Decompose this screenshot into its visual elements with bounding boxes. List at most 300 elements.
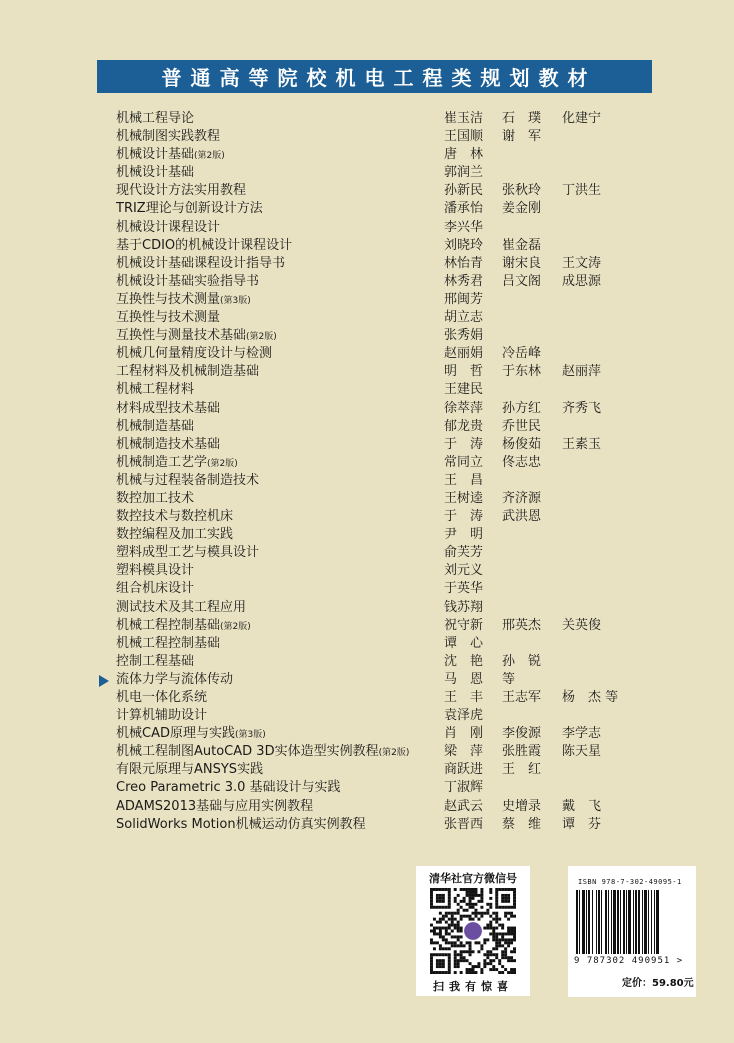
book-title-text: 计算机辅助设计	[116, 708, 208, 724]
qr-module	[474, 909, 477, 912]
book-row	[116, 599, 636, 617]
book-author: 钱苏翔	[444, 599, 484, 615]
qr-module	[474, 894, 477, 897]
qr-module	[495, 912, 498, 915]
book-row	[116, 490, 636, 508]
qr-module	[469, 894, 472, 897]
qr-module	[501, 944, 504, 947]
qr-module	[442, 947, 445, 950]
qr-module	[489, 915, 492, 918]
book-author: 谭 芬	[562, 816, 602, 832]
book-title	[116, 418, 194, 436]
book-row	[116, 128, 636, 146]
qr-module	[480, 906, 483, 909]
qr-module	[489, 950, 492, 953]
qr-module	[448, 932, 451, 935]
qr-module	[504, 947, 507, 950]
qr-module	[501, 956, 504, 959]
book-row	[116, 743, 636, 761]
qr-module	[483, 959, 486, 962]
qr-module	[504, 888, 507, 891]
barcode-bar	[633, 890, 634, 954]
qr-module	[463, 956, 466, 959]
book-title	[116, 309, 220, 327]
qr-module	[498, 924, 501, 927]
book-title	[116, 273, 259, 291]
qr-module	[513, 906, 516, 909]
qr-module	[460, 944, 463, 947]
qr-module	[489, 968, 492, 971]
qr-module	[469, 950, 472, 953]
qr-module	[448, 891, 451, 894]
book-author: 胡立志	[444, 310, 484, 326]
qr-module	[510, 930, 513, 933]
book-author: 马 恩	[444, 671, 484, 687]
book-author: 谢宋良	[502, 255, 542, 271]
qr-module	[445, 938, 448, 941]
qr-module	[460, 888, 463, 891]
book-list	[116, 110, 636, 834]
book-author: 祝守新	[444, 617, 484, 633]
qr-module	[510, 956, 513, 959]
qr-module	[445, 932, 448, 935]
qr-module	[469, 971, 472, 974]
qr-module	[472, 894, 475, 897]
book-author: 佟志忠	[502, 454, 542, 470]
qr-module	[498, 944, 501, 947]
book-title	[116, 653, 194, 671]
qr-module	[439, 930, 442, 933]
qr-module	[501, 953, 504, 956]
qr-module	[504, 894, 507, 897]
qr-module	[454, 900, 457, 903]
qr-module	[495, 938, 498, 941]
qr-module	[498, 962, 501, 965]
qr-module	[442, 900, 445, 903]
qr-caption: 扫我有惊喜	[433, 980, 513, 993]
qr-module	[466, 909, 469, 912]
qr-module	[513, 888, 516, 891]
qr-module	[492, 938, 495, 941]
qr-module	[480, 944, 483, 947]
qr-module	[463, 900, 466, 903]
qr-module	[454, 918, 457, 921]
qr-module	[436, 962, 439, 965]
qr-module	[433, 932, 436, 935]
qr-module	[504, 932, 507, 935]
qr-module	[507, 956, 510, 959]
qr-module	[469, 888, 472, 891]
qr-module	[492, 947, 495, 950]
book-title-text: 机械设计基础课程设计指导书	[116, 255, 286, 271]
qr-module	[469, 918, 472, 921]
qr-module	[472, 918, 475, 921]
qr-module	[483, 941, 486, 944]
book-title-text: 流体力学与流体传动	[116, 671, 234, 687]
book-author: 于 涛	[444, 436, 484, 452]
book-author: 于东林	[502, 364, 542, 380]
qr-module	[454, 944, 457, 947]
qr-module	[442, 965, 445, 968]
qr-module	[510, 938, 513, 941]
qr-module	[474, 903, 477, 906]
qr-module	[451, 915, 454, 918]
qr-module	[495, 888, 498, 891]
book-title	[116, 617, 251, 636]
qr-module	[492, 959, 495, 962]
qr-module	[498, 938, 501, 941]
qr-module	[457, 927, 460, 930]
book-title-text: 有限元原理与ANSYS实践	[116, 762, 264, 778]
qr-module	[480, 912, 483, 915]
book-author: 丁淑辉	[444, 780, 484, 796]
qr-module	[451, 941, 454, 944]
book-title	[116, 635, 220, 653]
qr-module	[483, 953, 486, 956]
qr-module	[477, 950, 480, 953]
qr-module	[513, 930, 516, 933]
book-title	[116, 689, 207, 707]
qr-module	[489, 897, 492, 900]
book-row	[116, 146, 636, 164]
book-title-text: 机械设计基础实验指导书	[116, 273, 260, 289]
book-row	[116, 436, 636, 454]
qr-module	[495, 894, 498, 897]
qr-module	[457, 962, 460, 965]
qr-module	[457, 938, 460, 941]
qr-module	[513, 947, 516, 950]
qr-module	[469, 900, 472, 903]
qr-module	[439, 947, 442, 950]
book-author: 孙 锐	[502, 653, 542, 669]
qr-module	[486, 956, 489, 959]
qr-module	[439, 918, 442, 921]
qr-module	[448, 888, 451, 891]
qr-module	[430, 897, 433, 900]
book-author: 王 丰	[444, 690, 484, 705]
book-author: 潘承怡	[444, 201, 484, 217]
qr-module	[463, 909, 466, 912]
qr-module	[495, 935, 498, 938]
qr-module	[513, 891, 516, 894]
qr-module	[460, 941, 463, 944]
qr-module	[480, 947, 483, 950]
qr-module	[430, 968, 433, 971]
qr-module	[442, 959, 445, 962]
qr-module	[439, 932, 442, 935]
barcode-bar	[592, 890, 593, 954]
qr-module	[501, 965, 504, 968]
qr-module	[504, 900, 507, 903]
book-title-text: 数控编程及加工实践	[116, 527, 234, 543]
qr-module	[504, 953, 507, 956]
book-author: 沈 艳	[444, 653, 484, 669]
qr-module	[439, 894, 442, 897]
qr-module	[466, 915, 469, 918]
qr-module	[472, 903, 475, 906]
qr-module	[457, 921, 460, 924]
qr-module	[466, 903, 469, 906]
book-title	[116, 798, 313, 816]
series-banner: 普通高等院校机电工程类规划教材	[97, 60, 652, 93]
qr-module	[469, 915, 472, 918]
book-author: 史增录	[502, 798, 542, 814]
book-row	[116, 526, 636, 544]
qr-module	[466, 888, 469, 891]
qr-module	[463, 915, 466, 918]
qr-module	[457, 894, 460, 897]
book-author: 张秋玲	[502, 183, 542, 199]
qr-module	[457, 944, 460, 947]
book-author: 姜金刚	[502, 201, 542, 217]
qr-module	[460, 950, 463, 953]
qr-module	[510, 927, 513, 930]
qr-module	[442, 915, 445, 918]
qr-module	[433, 953, 436, 956]
qr-module	[492, 965, 495, 968]
qr-module	[492, 918, 495, 921]
qr-module	[492, 912, 495, 915]
book-title-text: 机械工程控制基础	[116, 617, 221, 633]
qr-module	[495, 944, 498, 947]
isbn-barcode-card	[568, 866, 696, 997]
book-title-text: 数控加工技术	[116, 490, 195, 506]
barcode-bar	[617, 890, 619, 954]
qr-module	[457, 924, 460, 927]
qr-module	[436, 971, 439, 974]
qr-module	[489, 962, 492, 965]
book-row	[116, 472, 636, 490]
book-row	[116, 725, 636, 743]
qr-module	[507, 918, 510, 921]
qr-module	[495, 921, 498, 924]
book-title	[116, 508, 233, 526]
book-edition: (第3版)	[234, 730, 266, 741]
qr-module	[510, 912, 513, 915]
qr-module	[510, 959, 513, 962]
price-label: 定价：59.80元	[622, 978, 694, 989]
book-title	[116, 580, 194, 598]
book-author: 王 红	[502, 762, 542, 778]
book-title	[116, 200, 263, 218]
book-title	[116, 182, 246, 200]
book-row	[116, 273, 636, 291]
book-author: 林秀君	[444, 273, 484, 289]
qr-module	[439, 944, 442, 947]
qr-module	[451, 935, 454, 938]
qr-module	[501, 938, 504, 941]
qr-module	[448, 947, 451, 950]
qr-module	[495, 906, 498, 909]
qr-module	[504, 950, 507, 953]
qr-module	[513, 968, 516, 971]
book-author: 邢闽芳	[444, 291, 484, 307]
book-author: 邢英杰	[502, 617, 542, 633]
qr-module	[507, 897, 510, 900]
qr-module	[472, 950, 475, 953]
book-title-text: Creo Parametric 3.0 基础设计与实践	[116, 780, 341, 796]
qr-module	[504, 938, 507, 941]
book-title-text: 塑料成型工艺与模具设计	[116, 545, 260, 561]
qr-module	[501, 894, 504, 897]
qr-module	[480, 891, 483, 894]
book-title-text: 基于CDIO的机械设计课程设计	[116, 237, 293, 253]
barcode-bar	[635, 890, 637, 954]
qr-module	[507, 959, 510, 962]
qr-module	[448, 959, 451, 962]
book-title-text: 工程材料及机械制造基础	[116, 364, 260, 380]
book-row	[116, 761, 636, 779]
qr-module	[439, 971, 442, 974]
qr-module	[430, 941, 433, 944]
book-title-text: 机械设计基础	[116, 165, 195, 181]
qr-module	[501, 900, 504, 903]
qr-module	[454, 950, 457, 953]
book-title	[116, 526, 233, 544]
qr-module	[430, 903, 433, 906]
book-author: 郁龙贵	[444, 418, 484, 434]
qr-module	[501, 950, 504, 953]
book-title	[116, 400, 220, 418]
qr-module	[466, 894, 469, 897]
qr-module	[448, 968, 451, 971]
book-title-text: TRIZ理论与创新设计方法	[116, 201, 263, 217]
qr-module	[460, 930, 463, 933]
qr-module	[510, 950, 513, 953]
book-author: 齐济源	[502, 490, 542, 506]
book-row	[116, 255, 636, 273]
qr-module	[495, 903, 498, 906]
book-title	[116, 291, 251, 310]
qr-module	[463, 888, 466, 891]
qr-module	[454, 927, 457, 930]
book-title	[116, 816, 366, 834]
qr-module	[445, 971, 448, 974]
qr-module	[445, 947, 448, 950]
book-title-text: 组合机床设计	[116, 581, 195, 597]
book-author: 赵丽萍	[562, 364, 602, 380]
qr-module	[448, 927, 451, 930]
qr-module	[433, 918, 436, 921]
qr-module	[460, 956, 463, 959]
book-edition: (第2版)	[246, 332, 277, 343]
book-author: 孙方红	[502, 400, 542, 416]
qr-module	[448, 956, 451, 959]
qr-module	[489, 921, 492, 924]
qr-module	[445, 888, 448, 891]
qr-module	[460, 915, 463, 918]
qr-module	[510, 932, 513, 935]
qr-module	[436, 894, 439, 897]
qr-module	[448, 918, 451, 921]
qr-module	[492, 953, 495, 956]
qr-module	[498, 959, 501, 962]
qr-module	[474, 941, 477, 944]
book-row	[116, 798, 636, 816]
barcode-bar	[654, 890, 655, 954]
qr-module	[486, 924, 489, 927]
qr-module	[445, 912, 448, 915]
qr-module	[460, 918, 463, 921]
book-author: 戴 飞	[562, 798, 602, 814]
qr-module	[483, 965, 486, 968]
book-author: 徐萃萍	[444, 400, 484, 416]
qr-module	[442, 897, 445, 900]
qr-module	[439, 912, 442, 915]
qr-module	[498, 918, 501, 921]
qr-module	[436, 965, 439, 968]
qr-module	[448, 897, 451, 900]
qr-module	[474, 912, 477, 915]
qr-module	[489, 927, 492, 930]
qr-module	[460, 971, 463, 974]
qr-module	[483, 962, 486, 965]
barcode-bar	[613, 890, 616, 954]
book-title-text: 机械设计基础	[116, 147, 195, 163]
barcode-bar	[576, 890, 578, 954]
book-title	[116, 110, 194, 128]
book-author: 唐 林	[444, 147, 484, 163]
qr-module	[483, 927, 486, 930]
qr-module	[469, 944, 472, 947]
qr-module	[495, 891, 498, 894]
qr-module	[513, 915, 516, 918]
book-title	[116, 779, 341, 797]
qr-module	[457, 953, 460, 956]
qr-module	[436, 959, 439, 962]
barcode-bar	[623, 890, 625, 954]
qr-module	[480, 971, 483, 974]
book-author: 李兴华	[444, 219, 484, 235]
book-row	[116, 544, 636, 562]
qr-module	[445, 941, 448, 944]
book-author: 冷岳峰	[502, 346, 542, 362]
qr-module	[448, 894, 451, 897]
book-author: 武洪恩	[502, 509, 542, 525]
book-title	[116, 237, 292, 255]
qr-module	[480, 897, 483, 900]
qr-module	[445, 930, 448, 933]
book-author: 吕文阁	[502, 273, 542, 289]
book-author: 商跃进	[444, 762, 484, 778]
qr-module	[507, 888, 510, 891]
qr-module	[477, 918, 480, 921]
book-title	[116, 381, 194, 399]
qr-module	[510, 888, 513, 891]
qr-module	[466, 950, 469, 953]
qr-module	[454, 971, 457, 974]
qr-module	[501, 888, 504, 891]
qr-module	[430, 924, 433, 927]
qr-module	[501, 897, 504, 900]
book-author: 蔡 维	[502, 816, 542, 832]
qr-module	[433, 906, 436, 909]
qr-module	[463, 950, 466, 953]
book-author: 林怡青	[444, 255, 484, 271]
barcode-bar	[598, 890, 600, 954]
qr-module	[495, 932, 498, 935]
book-author: 张晋西	[444, 816, 484, 832]
isbn-text: ISBN 978-7-302-49095-1	[578, 878, 682, 886]
qr-module	[460, 927, 463, 930]
qr-module	[448, 971, 451, 974]
barcode-bar	[586, 890, 587, 954]
barcode-bar	[656, 890, 659, 954]
qr-module	[457, 912, 460, 915]
qr-module	[513, 932, 516, 935]
book-edition: (第2版)	[220, 621, 251, 632]
barcode-bar	[626, 890, 627, 954]
